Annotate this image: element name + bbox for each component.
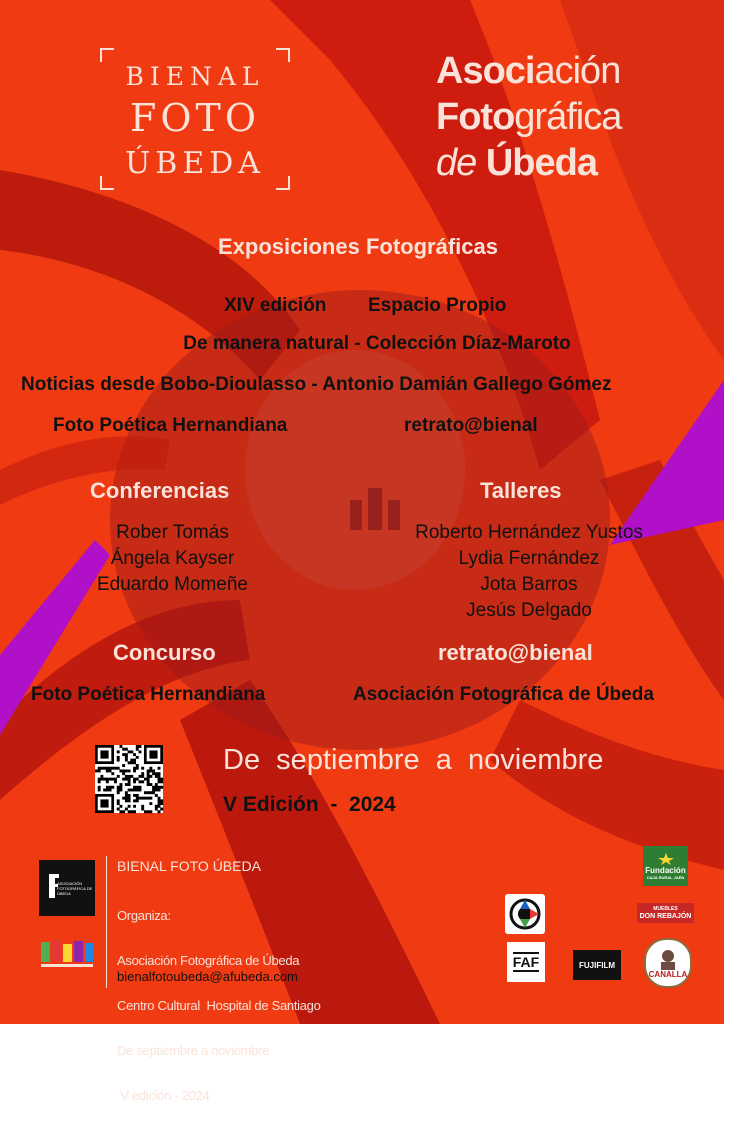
expo-xiv-edicion: XIV edición	[224, 295, 327, 316]
footer-line: Centro Cultural Hospital de Santiago	[117, 998, 321, 1013]
aperture-icon	[508, 897, 542, 931]
taller-name: Roberto Hernández Yustos	[415, 522, 643, 543]
sponsor-canalla	[644, 938, 692, 988]
bg-photo-window	[368, 488, 382, 530]
ubeda-city-logo	[39, 936, 95, 970]
retrato-heading: retrato@bienal	[438, 640, 593, 665]
asoc-logo-line1: Asociación	[436, 50, 621, 92]
footer-line: V edición - 2024	[117, 1088, 210, 1103]
asoc-logo-line2: Fotográfica	[436, 96, 622, 138]
canalla-portrait-icon	[657, 948, 679, 970]
sponsor-fujifilm	[573, 950, 621, 980]
faf-label: FAF	[512, 954, 540, 970]
fundacion-sub: CAJA RURAL JAÉN	[646, 875, 685, 880]
expo-foto-poetica: Foto Poética Hernandiana	[53, 415, 288, 436]
ubeda-city-logo-icon	[39, 936, 95, 970]
bienal-logo-line3: ÚBEDA	[125, 146, 265, 181]
bienal-logo-line1: BIENAL	[125, 62, 265, 91]
sponsor-camera-logo	[505, 894, 545, 934]
taller-name: Jesús Delgado	[466, 600, 592, 621]
footer-organiza-block	[117, 878, 321, 1133]
bg-band-bottom-right	[490, 700, 724, 870]
conferencia-name: Ángela Kayser	[110, 548, 235, 569]
asociacion-fotografica-logo	[436, 48, 666, 186]
footer-line: De septiembre a noviembre	[117, 1043, 270, 1058]
retrato-item: Asociación Fotográfica de Úbeda	[353, 684, 654, 705]
asoc-logo-line3: de Úbeda	[436, 142, 597, 184]
afu-logo	[39, 860, 95, 916]
bienal-foto-ubeda-logo	[100, 48, 290, 190]
footer-email[interactable]: bienalfotoubeda@afubeda.com	[117, 969, 298, 984]
taller-name: Lydia Fernández	[458, 548, 600, 569]
expo-noticias-bobo-dioulasso: Noticias desde Bobo-Dioulasso - Antonio Damián Gallego Gómez	[21, 374, 612, 395]
edition-year: V Edición - 2024	[223, 793, 396, 816]
footer-title: BIENAL FOTO ÚBEDA	[117, 858, 261, 874]
footer-line: Asociación Fotográfica de Úbeda	[117, 953, 300, 968]
conferencia-name: Rober Tomás	[116, 522, 229, 543]
taller-name: Jota Barros	[480, 574, 578, 595]
sponsor-faf	[507, 942, 545, 982]
expo-de-manera-natural: De manera natural - Colección Díaz-Maroto	[183, 333, 571, 354]
canalla-label: CANALLA	[648, 969, 688, 979]
concurso-item: Foto Poética Hernandiana	[31, 684, 266, 705]
bienal-logo-line2: FOTO	[129, 96, 261, 140]
don-rebajon-muebles: MUEBLES	[653, 906, 678, 912]
afu-logo-text: ASOCIACIÓN FOTOGRÁFICA DE ÚBEDA	[57, 881, 93, 896]
don-rebajon-name: DON REBAJÓN	[639, 913, 692, 920]
sponsor-fundacion-caja-rural	[643, 846, 688, 886]
bg-photo-window	[350, 500, 362, 530]
footer-divider	[106, 856, 107, 988]
concurso-heading: Concurso	[113, 640, 216, 665]
expo-espacio-propio: Espacio Propio	[368, 295, 507, 316]
fundacion-leaf-icon	[657, 852, 675, 866]
fujifilm-label: FUJIFILM	[579, 960, 615, 970]
qr-code[interactable]	[95, 745, 163, 813]
dates-range: De septiembre a noviembre	[223, 744, 604, 776]
expo-retrato-bienal: retrato@bienal	[404, 415, 538, 436]
sponsor-don-rebajon	[637, 903, 694, 923]
footer-line: Organiza:	[117, 908, 171, 923]
conferencia-name: Eduardo Momeñe	[96, 574, 249, 595]
conferencias-heading: Conferencias	[90, 478, 230, 503]
fundacion-label: Fundación	[645, 866, 686, 875]
talleres-heading: Talleres	[480, 478, 562, 503]
exposiciones-heading: Exposiciones Fotográficas	[218, 234, 498, 259]
